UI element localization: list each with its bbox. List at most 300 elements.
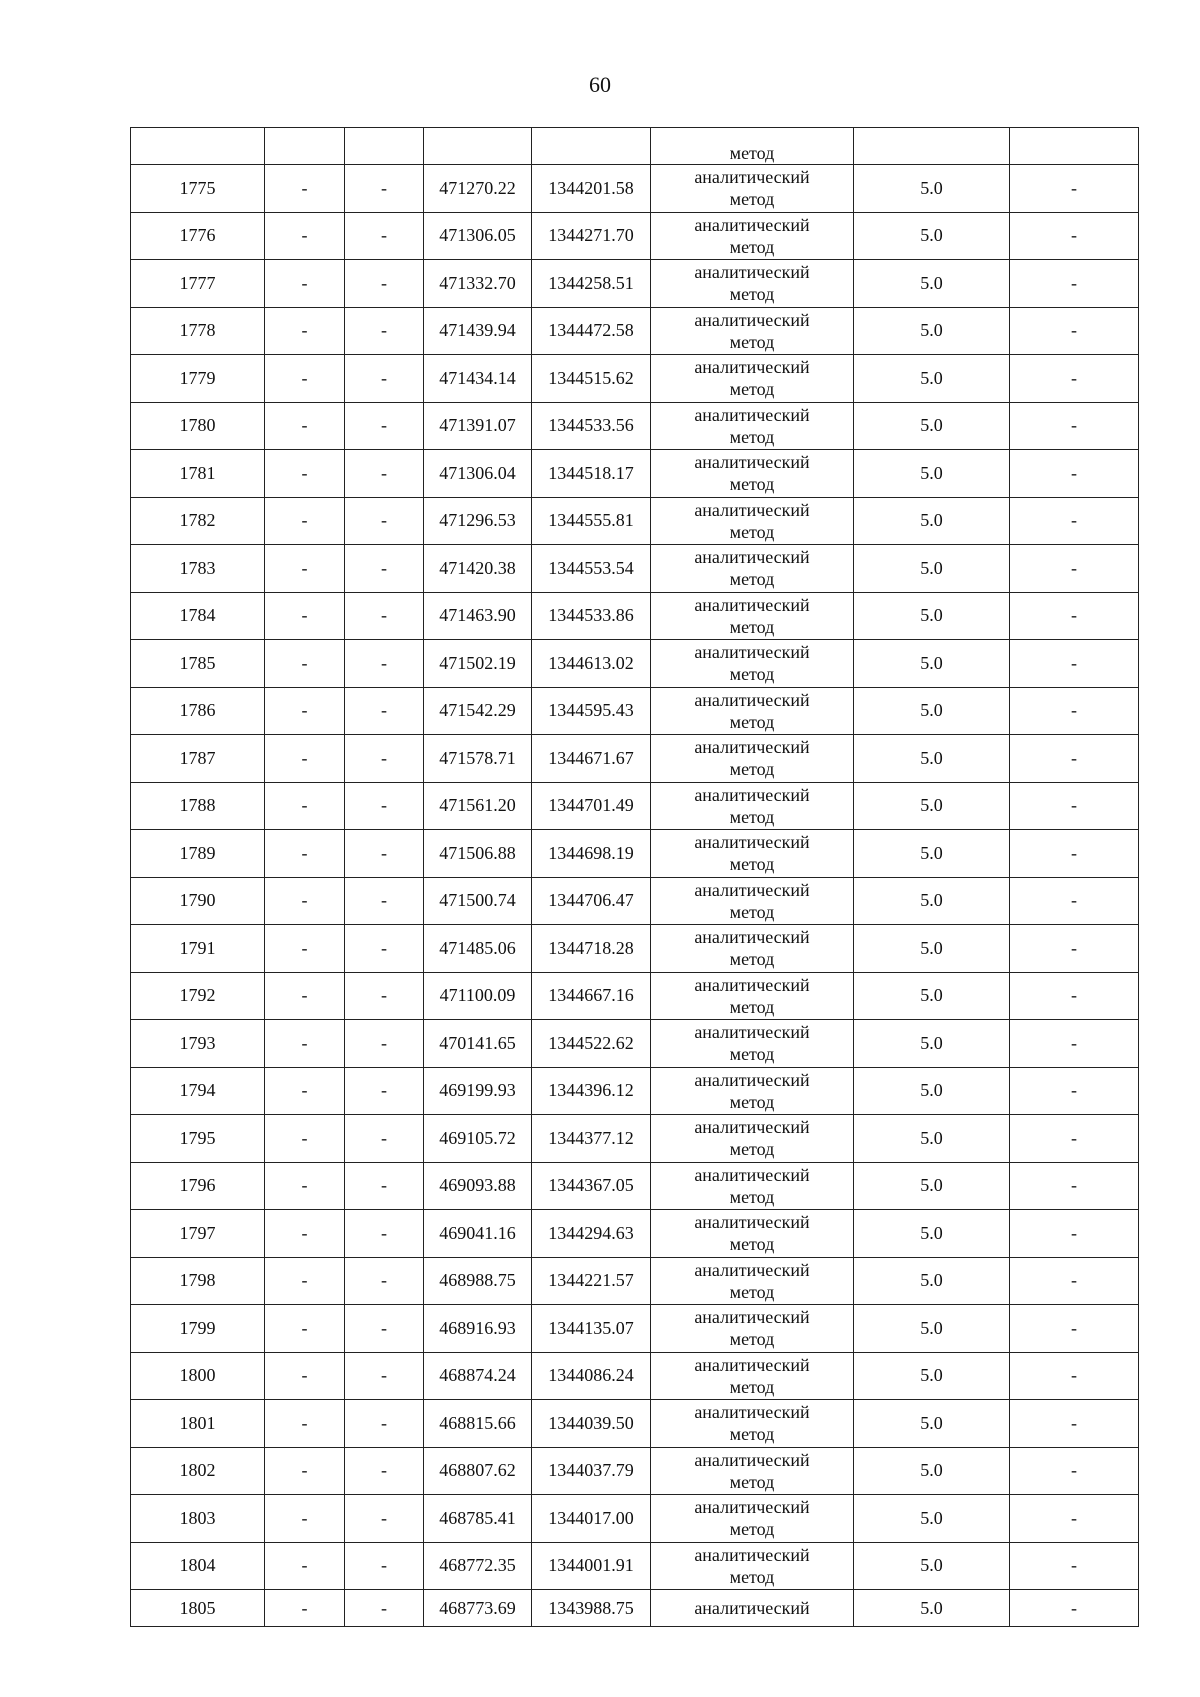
cell-accuracy: 5.0 <box>854 165 1010 213</box>
method-line-2: метод <box>729 569 775 590</box>
cell-num: 1795 <box>131 1115 265 1163</box>
cell-col3: - <box>345 1447 424 1495</box>
method-line-1: аналитический <box>694 642 810 663</box>
table-row <box>131 497 1139 545</box>
table-row <box>131 1115 1139 1163</box>
cell-col8: - <box>1010 687 1139 735</box>
cell-col2: - <box>265 640 345 688</box>
cell-y: 1344515.62 <box>532 355 651 403</box>
cell-method <box>651 1067 854 1115</box>
method-line-1: аналитический <box>694 927 810 948</box>
cell-x: 470141.65 <box>424 1020 532 1068</box>
cell-col2: - <box>265 1067 345 1115</box>
method-line-1: аналитический <box>694 974 810 995</box>
cell-col8: - <box>1010 212 1139 260</box>
cell-col2: - <box>265 1305 345 1353</box>
method-line-2: метод <box>729 1044 775 1065</box>
cell-num: 1786 <box>131 687 265 735</box>
cell-method <box>651 1115 854 1163</box>
method-line-1: аналитический <box>694 499 810 520</box>
cell-num: 1785 <box>131 640 265 688</box>
cell-x: 471332.70 <box>424 260 532 308</box>
cell-method <box>651 1542 854 1590</box>
cell-col8: - <box>1010 640 1139 688</box>
cell-x: 468815.66 <box>424 1400 532 1448</box>
coordinates-table <box>130 127 1139 1627</box>
cell-y: 1344518.17 <box>532 450 651 498</box>
method-line-2: метод <box>729 711 775 732</box>
cell-col2: - <box>265 402 345 450</box>
cell-method <box>651 307 854 355</box>
cell-method <box>651 545 854 593</box>
cell-accuracy: 5.0 <box>854 735 1010 783</box>
cell-col3: - <box>345 735 424 783</box>
cell-col3: - <box>345 1495 424 1543</box>
cell-col8: - <box>1010 972 1139 1020</box>
cell-col3: - <box>345 1067 424 1115</box>
cell-col2: - <box>265 545 345 593</box>
cell-accuracy: 5.0 <box>854 1590 1010 1627</box>
method-line-1: аналитический <box>694 1449 810 1470</box>
cell-num <box>131 128 265 165</box>
cell-col2: - <box>265 212 345 260</box>
cell-col2: - <box>265 1542 345 1590</box>
cell-num: 1781 <box>131 450 265 498</box>
cell-col2: - <box>265 450 345 498</box>
method-line-1: аналитический <box>694 214 810 235</box>
table-row <box>131 1495 1139 1543</box>
cell-num: 1789 <box>131 830 265 878</box>
method-line-1: аналитический <box>694 1212 810 1233</box>
method-line-2: метод <box>729 379 775 400</box>
table-row <box>131 1162 1139 1210</box>
cell-col8: - <box>1010 830 1139 878</box>
cell-col8: - <box>1010 1352 1139 1400</box>
table-row <box>131 1447 1139 1495</box>
cell-col8: - <box>1010 402 1139 450</box>
cell-col2: - <box>265 1210 345 1258</box>
cell-x: 471500.74 <box>424 877 532 925</box>
method-line-2: метод <box>729 189 775 210</box>
cell-x: 469105.72 <box>424 1115 532 1163</box>
table-row <box>131 830 1139 878</box>
cell-accuracy: 5.0 <box>854 450 1010 498</box>
cell-num: 1778 <box>131 307 265 355</box>
method-line-1: аналитический <box>694 1402 810 1423</box>
cell-accuracy: 5.0 <box>854 1400 1010 1448</box>
cell-method <box>651 402 854 450</box>
cell-num: 1780 <box>131 402 265 450</box>
cell-num: 1799 <box>131 1305 265 1353</box>
cell-y: 1344258.51 <box>532 260 651 308</box>
cell-num: 1794 <box>131 1067 265 1115</box>
cell-col2: - <box>265 877 345 925</box>
table-row <box>131 592 1139 640</box>
cell-x: 468874.24 <box>424 1352 532 1400</box>
method-line-2: метод <box>729 236 775 257</box>
cell-accuracy: 5.0 <box>854 1542 1010 1590</box>
table-row <box>131 1210 1139 1258</box>
cell-col8: - <box>1010 355 1139 403</box>
cell-accuracy: 5.0 <box>854 640 1010 688</box>
cell-col3: - <box>345 1400 424 1448</box>
cell-method <box>651 497 854 545</box>
cell-col8: - <box>1010 592 1139 640</box>
cell-col3: - <box>345 925 424 973</box>
cell-x: 471506.88 <box>424 830 532 878</box>
cell-method <box>651 165 854 213</box>
cell-y <box>532 128 651 165</box>
method-line-1: аналитический <box>694 1354 810 1375</box>
cell-col3: - <box>345 830 424 878</box>
cell-col3: - <box>345 640 424 688</box>
method-line-1: аналитический <box>694 309 810 330</box>
cell-method <box>651 877 854 925</box>
cell-col2: - <box>265 782 345 830</box>
method-line-1: аналитический <box>694 737 810 758</box>
cell-col8: - <box>1010 1067 1139 1115</box>
cell-x: 471391.07 <box>424 402 532 450</box>
cell-col3: - <box>345 545 424 593</box>
cell-col8: - <box>1010 735 1139 783</box>
table-row <box>131 925 1139 973</box>
cell-x: 471485.06 <box>424 925 532 973</box>
table-row <box>131 1590 1139 1627</box>
cell-col3: - <box>345 1542 424 1590</box>
cell-col2: - <box>265 497 345 545</box>
cell-y: 1344667.16 <box>532 972 651 1020</box>
cell-col2: - <box>265 830 345 878</box>
cell-num: 1796 <box>131 1162 265 1210</box>
cell-y: 1344698.19 <box>532 830 651 878</box>
cell-col2: - <box>265 592 345 640</box>
cell-col2: - <box>265 307 345 355</box>
cell-col8: - <box>1010 1115 1139 1163</box>
method-line-1: аналитический <box>694 452 810 473</box>
cell-col2: - <box>265 1352 345 1400</box>
method-line-2: метод <box>729 996 775 1017</box>
cell-y: 1344017.00 <box>532 1495 651 1543</box>
table-row <box>131 1400 1139 1448</box>
cell-x: 471502.19 <box>424 640 532 688</box>
cell-num: 1782 <box>131 497 265 545</box>
cell-y: 1344472.58 <box>532 307 651 355</box>
cell-col8: - <box>1010 1305 1139 1353</box>
cell-x: 469093.88 <box>424 1162 532 1210</box>
cell-accuracy: 5.0 <box>854 402 1010 450</box>
cell-col3: - <box>345 972 424 1020</box>
cell-y: 1344367.05 <box>532 1162 651 1210</box>
cell-x: 471420.38 <box>424 545 532 593</box>
method-line-1: аналитический <box>694 547 810 568</box>
cell-num: 1777 <box>131 260 265 308</box>
cell-col3: - <box>345 1305 424 1353</box>
method-line-1: аналитический <box>694 594 810 615</box>
cell-col8: - <box>1010 782 1139 830</box>
method-line-2: метод <box>729 1376 775 1397</box>
method-line-1: аналитический <box>694 689 810 710</box>
table-row <box>131 1257 1139 1305</box>
cell-col3: - <box>345 165 424 213</box>
method-line-2: метод <box>729 806 775 827</box>
cell-num: 1790 <box>131 877 265 925</box>
table-row <box>131 1067 1139 1115</box>
cell-col3: - <box>345 1210 424 1258</box>
cell-col8: - <box>1010 1495 1139 1543</box>
cell-y: 1344001.91 <box>532 1542 651 1590</box>
method-line-1: аналитический <box>694 167 810 188</box>
cell-num: 1779 <box>131 355 265 403</box>
table-row <box>131 1352 1139 1400</box>
cell-y: 1344533.56 <box>532 402 651 450</box>
table-row <box>131 640 1139 688</box>
cell-accuracy: 5.0 <box>854 1257 1010 1305</box>
cell-accuracy: 5.0 <box>854 1447 1010 1495</box>
cell-col8: - <box>1010 1400 1139 1448</box>
cell-col2: - <box>265 1400 345 1448</box>
method-line-2: метод <box>729 1281 775 1302</box>
cell-y: 1344221.57 <box>532 1257 651 1305</box>
cell-y: 1344595.43 <box>532 687 651 735</box>
cell-y: 1344086.24 <box>532 1352 651 1400</box>
cell-x: 471306.04 <box>424 450 532 498</box>
cell-y: 1344555.81 <box>532 497 651 545</box>
table-row <box>131 735 1139 783</box>
cell-accuracy: 5.0 <box>854 925 1010 973</box>
cell-col3: - <box>345 782 424 830</box>
cell-y: 1344039.50 <box>532 1400 651 1448</box>
method-line-2: метод <box>729 1139 775 1160</box>
cell-accuracy: 5.0 <box>854 1020 1010 1068</box>
cell-num: 1776 <box>131 212 265 260</box>
cell-method <box>651 212 854 260</box>
cell-y: 1344671.67 <box>532 735 651 783</box>
cell-y: 1344377.12 <box>532 1115 651 1163</box>
method-line-2: метод <box>729 616 775 637</box>
cell-col2: - <box>265 355 345 403</box>
cell-col2: - <box>265 925 345 973</box>
cell-col2 <box>265 128 345 165</box>
method-line-2: метод <box>729 426 775 447</box>
cell-method <box>651 260 854 308</box>
method-line-1: аналитический <box>694 784 810 805</box>
method-line-2: метод <box>729 1471 775 1492</box>
cell-col2: - <box>265 1590 345 1627</box>
cell-y: 1344701.49 <box>532 782 651 830</box>
cell-col8: - <box>1010 925 1139 973</box>
method-line-2: метод <box>729 901 775 922</box>
cell-method <box>651 1352 854 1400</box>
cell-accuracy: 5.0 <box>854 782 1010 830</box>
cell-col3: - <box>345 877 424 925</box>
table-row <box>131 355 1139 403</box>
cell-method <box>651 1400 854 1448</box>
method-line-2: метод <box>729 759 775 780</box>
cell-y: 1344706.47 <box>532 877 651 925</box>
cell-method <box>651 450 854 498</box>
cell-col8: - <box>1010 1210 1139 1258</box>
method-line-2: метод <box>729 474 775 495</box>
cell-x: 469041.16 <box>424 1210 532 1258</box>
cell-col3: - <box>345 1020 424 1068</box>
cell-x: 468916.93 <box>424 1305 532 1353</box>
cell-x: 469199.93 <box>424 1067 532 1115</box>
cell-method: метод <box>651 128 854 165</box>
cell-col2: - <box>265 260 345 308</box>
cell-accuracy: 5.0 <box>854 687 1010 735</box>
cell-col8: - <box>1010 497 1139 545</box>
cell-col2: - <box>265 687 345 735</box>
table-row <box>131 1542 1139 1590</box>
cell-col3: - <box>345 1590 424 1627</box>
cell-col8: - <box>1010 545 1139 593</box>
table-row <box>131 545 1139 593</box>
cell-method <box>651 925 854 973</box>
cell-x: 471561.20 <box>424 782 532 830</box>
method-line-1: аналитический <box>694 1598 810 1618</box>
cell-col2: - <box>265 1115 345 1163</box>
method-line-1: аналитический <box>694 832 810 853</box>
cell-accuracy: 5.0 <box>854 1162 1010 1210</box>
page-number: 60 <box>589 72 611 97</box>
cell-accuracy: 5.0 <box>854 212 1010 260</box>
cell-y: 1344271.70 <box>532 212 651 260</box>
cell-accuracy: 5.0 <box>854 260 1010 308</box>
method-line-1: аналитический <box>694 357 810 378</box>
cell-col2: - <box>265 972 345 1020</box>
cell-col2: - <box>265 1447 345 1495</box>
method-line-1: аналитический <box>694 1164 810 1185</box>
table-row <box>131 402 1139 450</box>
cell-method <box>651 1210 854 1258</box>
cell-accuracy: 5.0 <box>854 972 1010 1020</box>
cell-col3: - <box>345 260 424 308</box>
method-line-2: метод <box>729 1186 775 1207</box>
table-row <box>131 307 1139 355</box>
method-line-2: метод <box>729 1519 775 1540</box>
method-line-2: метод <box>729 854 775 875</box>
cell-method <box>651 735 854 783</box>
cell-accuracy: 5.0 <box>854 877 1010 925</box>
cell-accuracy: 5.0 <box>854 355 1010 403</box>
cell-accuracy: 5.0 <box>854 830 1010 878</box>
continued-row <box>131 128 1139 165</box>
cell-num: 1801 <box>131 1400 265 1448</box>
cell-col2: - <box>265 165 345 213</box>
table-row <box>131 1305 1139 1353</box>
method-line-1: аналитический <box>694 262 810 283</box>
cell-col8: - <box>1010 1447 1139 1495</box>
cell-col8: - <box>1010 260 1139 308</box>
cell-method <box>651 687 854 735</box>
cell-num: 1804 <box>131 1542 265 1590</box>
table-row <box>131 687 1139 735</box>
cell-y: 1344613.02 <box>532 640 651 688</box>
cell-method <box>651 1447 854 1495</box>
cell-x: 471270.22 <box>424 165 532 213</box>
cell-accuracy: 5.0 <box>854 1067 1010 1115</box>
table-row <box>131 260 1139 308</box>
cell-col3: - <box>345 402 424 450</box>
cell-x: 468807.62 <box>424 1447 532 1495</box>
table-body <box>131 128 1139 1627</box>
cell-accuracy <box>854 128 1010 165</box>
cell-x: 468773.69 <box>424 1590 532 1627</box>
cell-num: 1803 <box>131 1495 265 1543</box>
method-line-2: метод <box>729 331 775 352</box>
cell-method <box>651 592 854 640</box>
cell-method <box>651 972 854 1020</box>
cell-accuracy: 5.0 <box>854 1495 1010 1543</box>
method-line-2: метод <box>729 521 775 542</box>
cell-col8: - <box>1010 307 1139 355</box>
cell-method <box>651 1257 854 1305</box>
method-line-1: аналитический <box>694 1022 810 1043</box>
cell-col8: - <box>1010 450 1139 498</box>
cell-y: 1344201.58 <box>532 165 651 213</box>
cell-col2: - <box>265 1020 345 1068</box>
cell-method <box>651 1020 854 1068</box>
cell-x: 471542.29 <box>424 687 532 735</box>
cell-col2: - <box>265 1495 345 1543</box>
cell-accuracy: 5.0 <box>854 307 1010 355</box>
cell-method <box>651 355 854 403</box>
cell-col3: - <box>345 1162 424 1210</box>
cell-col3: - <box>345 497 424 545</box>
cell-y: 1344135.07 <box>532 1305 651 1353</box>
cell-method <box>651 782 854 830</box>
table-row <box>131 450 1139 498</box>
cell-num: 1802 <box>131 1447 265 1495</box>
method-line-1: аналитический <box>694 879 810 900</box>
cell-col3: - <box>345 450 424 498</box>
method-line-2: метод <box>729 949 775 970</box>
cell-x: 468772.35 <box>424 1542 532 1590</box>
method-line-1: аналитический <box>694 1307 810 1328</box>
cell-num: 1800 <box>131 1352 265 1400</box>
table-row <box>131 972 1139 1020</box>
cell-accuracy: 5.0 <box>854 1210 1010 1258</box>
cell-x: 471434.14 <box>424 355 532 403</box>
cell-num: 1793 <box>131 1020 265 1068</box>
cell-col8: - <box>1010 877 1139 925</box>
cell-num: 1788 <box>131 782 265 830</box>
cell-x <box>424 128 532 165</box>
cell-x: 471463.90 <box>424 592 532 640</box>
cell-method <box>651 1590 854 1627</box>
cell-num: 1798 <box>131 1257 265 1305</box>
cell-num: 1805 <box>131 1590 265 1627</box>
cell-col8: - <box>1010 1590 1139 1627</box>
cell-x: 471439.94 <box>424 307 532 355</box>
cell-col3: - <box>345 687 424 735</box>
method-line-2: метод <box>729 1091 775 1112</box>
cell-col8 <box>1010 128 1139 165</box>
cell-num: 1791 <box>131 925 265 973</box>
cell-accuracy: 5.0 <box>854 1115 1010 1163</box>
method-line-2: метод <box>729 664 775 685</box>
cell-col3 <box>345 128 424 165</box>
cell-y: 1344294.63 <box>532 1210 651 1258</box>
cell-x: 471296.53 <box>424 497 532 545</box>
method-line-2: метод <box>729 1329 775 1350</box>
method-line-1: аналитический <box>694 404 810 425</box>
table-row <box>131 877 1139 925</box>
cell-accuracy: 5.0 <box>854 1305 1010 1353</box>
cell-num: 1797 <box>131 1210 265 1258</box>
cell-y: 1344396.12 <box>532 1067 651 1115</box>
method-line-1: аналитический <box>694 1117 810 1138</box>
